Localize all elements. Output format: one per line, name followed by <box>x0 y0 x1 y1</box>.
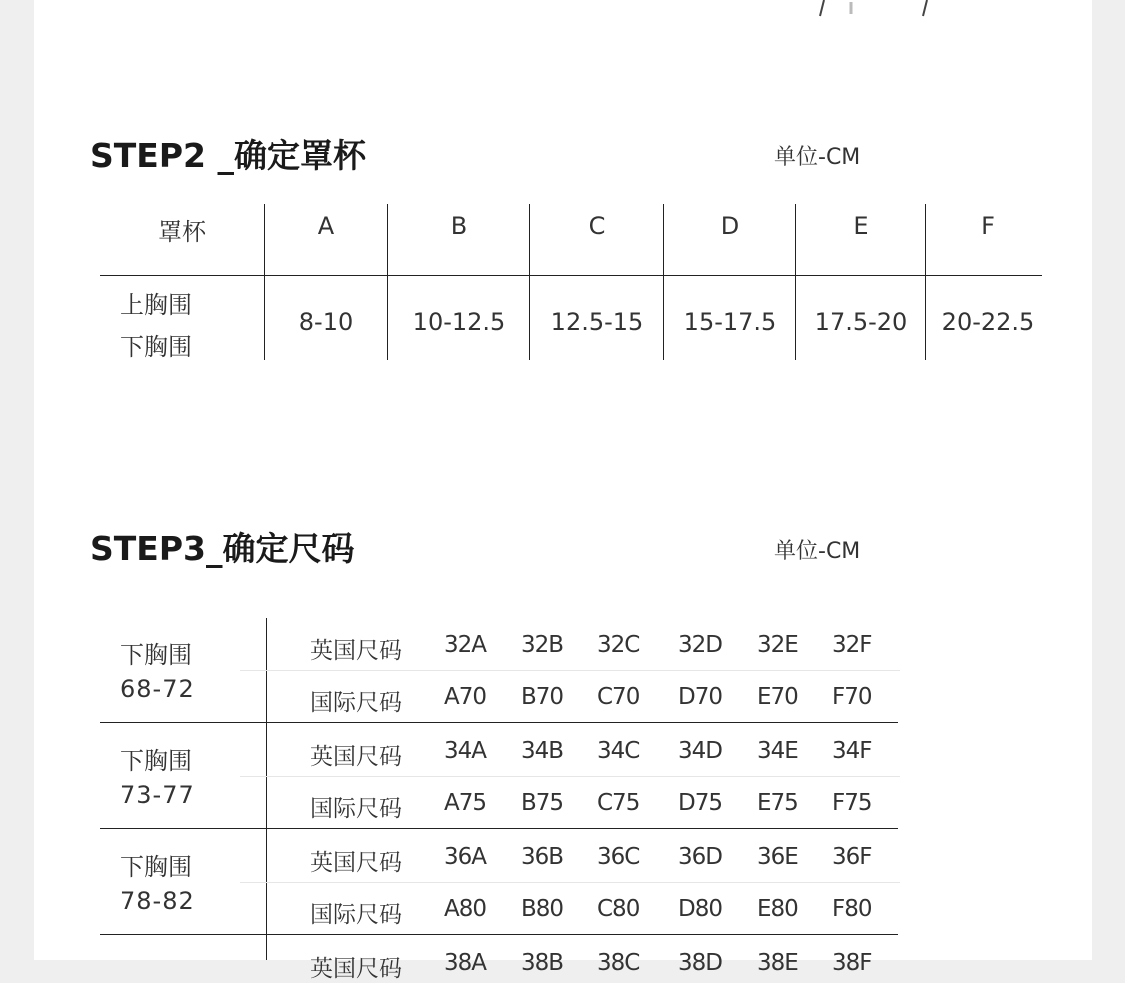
size-group-title: 下胸围 <box>120 641 192 669</box>
size-cell: 32B <box>521 632 564 658</box>
cup-value-f: 20-22.5 <box>941 308 1035 336</box>
cup-col-line <box>925 204 926 360</box>
size-cell: 32E <box>757 632 798 658</box>
size-group-title: 下胸围 <box>120 853 192 881</box>
size-group-divider <box>100 828 898 829</box>
size-cell: 36F <box>832 844 872 870</box>
illustration-fragment <box>815 0 935 20</box>
size-row-divider <box>240 670 900 671</box>
size-type-label: 国际尺码 <box>310 902 402 928</box>
size-cell: 34D <box>678 738 722 764</box>
size-cell: C75 <box>597 790 640 816</box>
cup-header-b: B <box>450 212 468 240</box>
size-cell: E70 <box>757 684 798 710</box>
size-group-range: 78-82 <box>120 887 195 915</box>
size-cell: 34E <box>757 738 798 764</box>
size-cell: 32A <box>444 632 487 658</box>
size-cell: B70 <box>521 684 564 710</box>
size-cell: 38C <box>597 950 640 976</box>
cup-value-c: 12.5-15 <box>550 308 644 336</box>
size-cell: F80 <box>832 896 872 922</box>
size-cell: 38B <box>521 950 564 976</box>
cup-col-line <box>795 204 796 360</box>
size-type-label: 国际尺码 <box>310 690 402 716</box>
size-cell: B75 <box>521 790 564 816</box>
cup-row-label-top: 上胸围 <box>120 291 192 319</box>
size-group-range: 68-72 <box>120 675 195 703</box>
size-cell: 36D <box>678 844 722 870</box>
cup-col-line <box>387 204 388 360</box>
size-cell: E80 <box>757 896 798 922</box>
cup-value-e: 17.5-20 <box>814 308 908 336</box>
size-type-label: 国际尺码 <box>310 796 402 822</box>
size-cell: 36C <box>597 844 640 870</box>
size-cell: 34F <box>832 738 872 764</box>
cup-header-label: 罩杯 <box>158 218 206 246</box>
size-cell: 38A <box>444 950 487 976</box>
size-cell: C80 <box>597 896 640 922</box>
size-cell: A70 <box>444 684 487 710</box>
cup-header-d: D <box>720 212 740 240</box>
size-cell: 38F <box>832 950 872 976</box>
size-cell: 38E <box>757 950 798 976</box>
cup-header-c: C <box>588 212 606 240</box>
cup-col-line <box>663 204 664 360</box>
size-cell: 34B <box>521 738 564 764</box>
size-group-label <box>120 744 195 812</box>
size-cell: A75 <box>444 790 487 816</box>
size-row-divider <box>240 776 900 777</box>
size-type-label: 英国尺码 <box>310 744 402 770</box>
size-cell: F70 <box>832 684 872 710</box>
size-type-label: 英国尺码 <box>310 850 402 876</box>
step3-unit: 单位-CM <box>774 539 861 564</box>
size-group-divider <box>100 934 898 935</box>
size-group-title: 下胸围 <box>120 747 192 775</box>
size-group-label <box>120 638 195 706</box>
cup-value-b: 10-12.5 <box>412 308 506 336</box>
size-cell: D80 <box>678 896 722 922</box>
size-type-label: 英国尺码 <box>310 956 402 982</box>
cup-table-divider <box>100 275 1042 276</box>
size-cell: D70 <box>678 684 722 710</box>
size-cell: 36B <box>521 844 564 870</box>
size-cell: D75 <box>678 790 722 816</box>
size-row-divider <box>240 882 900 883</box>
size-group-divider <box>100 722 898 723</box>
size-cell: E75 <box>757 790 798 816</box>
size-cell: 32D <box>678 632 722 658</box>
cup-row-label-bottom: 下胸围 <box>120 333 192 361</box>
size-cell: C70 <box>597 684 640 710</box>
size-group-label <box>120 850 195 918</box>
cup-value-a: 8-10 <box>298 308 354 336</box>
size-cell: 38D <box>678 950 722 976</box>
size-cell: 34A <box>444 738 487 764</box>
size-cell: 32F <box>832 632 872 658</box>
size-cell: 36A <box>444 844 487 870</box>
size-cell: 32C <box>597 632 640 658</box>
size-type-label: 英国尺码 <box>310 638 402 664</box>
step2-unit: 单位-CM <box>774 145 861 170</box>
cup-value-d: 15-17.5 <box>683 308 777 336</box>
step3-title: STEP3_确定尺码 <box>90 529 355 568</box>
size-group-range: 73-77 <box>120 781 195 809</box>
cup-header-f: F <box>981 212 995 240</box>
cup-row-label <box>120 284 192 368</box>
cup-col-line <box>264 204 265 360</box>
cup-col-line <box>529 204 530 360</box>
size-cell: 34C <box>597 738 640 764</box>
size-cell: A80 <box>444 896 487 922</box>
size-cell: B80 <box>521 896 564 922</box>
cup-header-e: E <box>853 212 869 240</box>
size-cell: F75 <box>832 790 872 816</box>
step2-title: STEP2 _确定罩杯 <box>90 136 366 175</box>
size-cell: 36E <box>757 844 798 870</box>
cup-header-a: A <box>317 212 335 240</box>
page-card <box>34 0 1092 982</box>
